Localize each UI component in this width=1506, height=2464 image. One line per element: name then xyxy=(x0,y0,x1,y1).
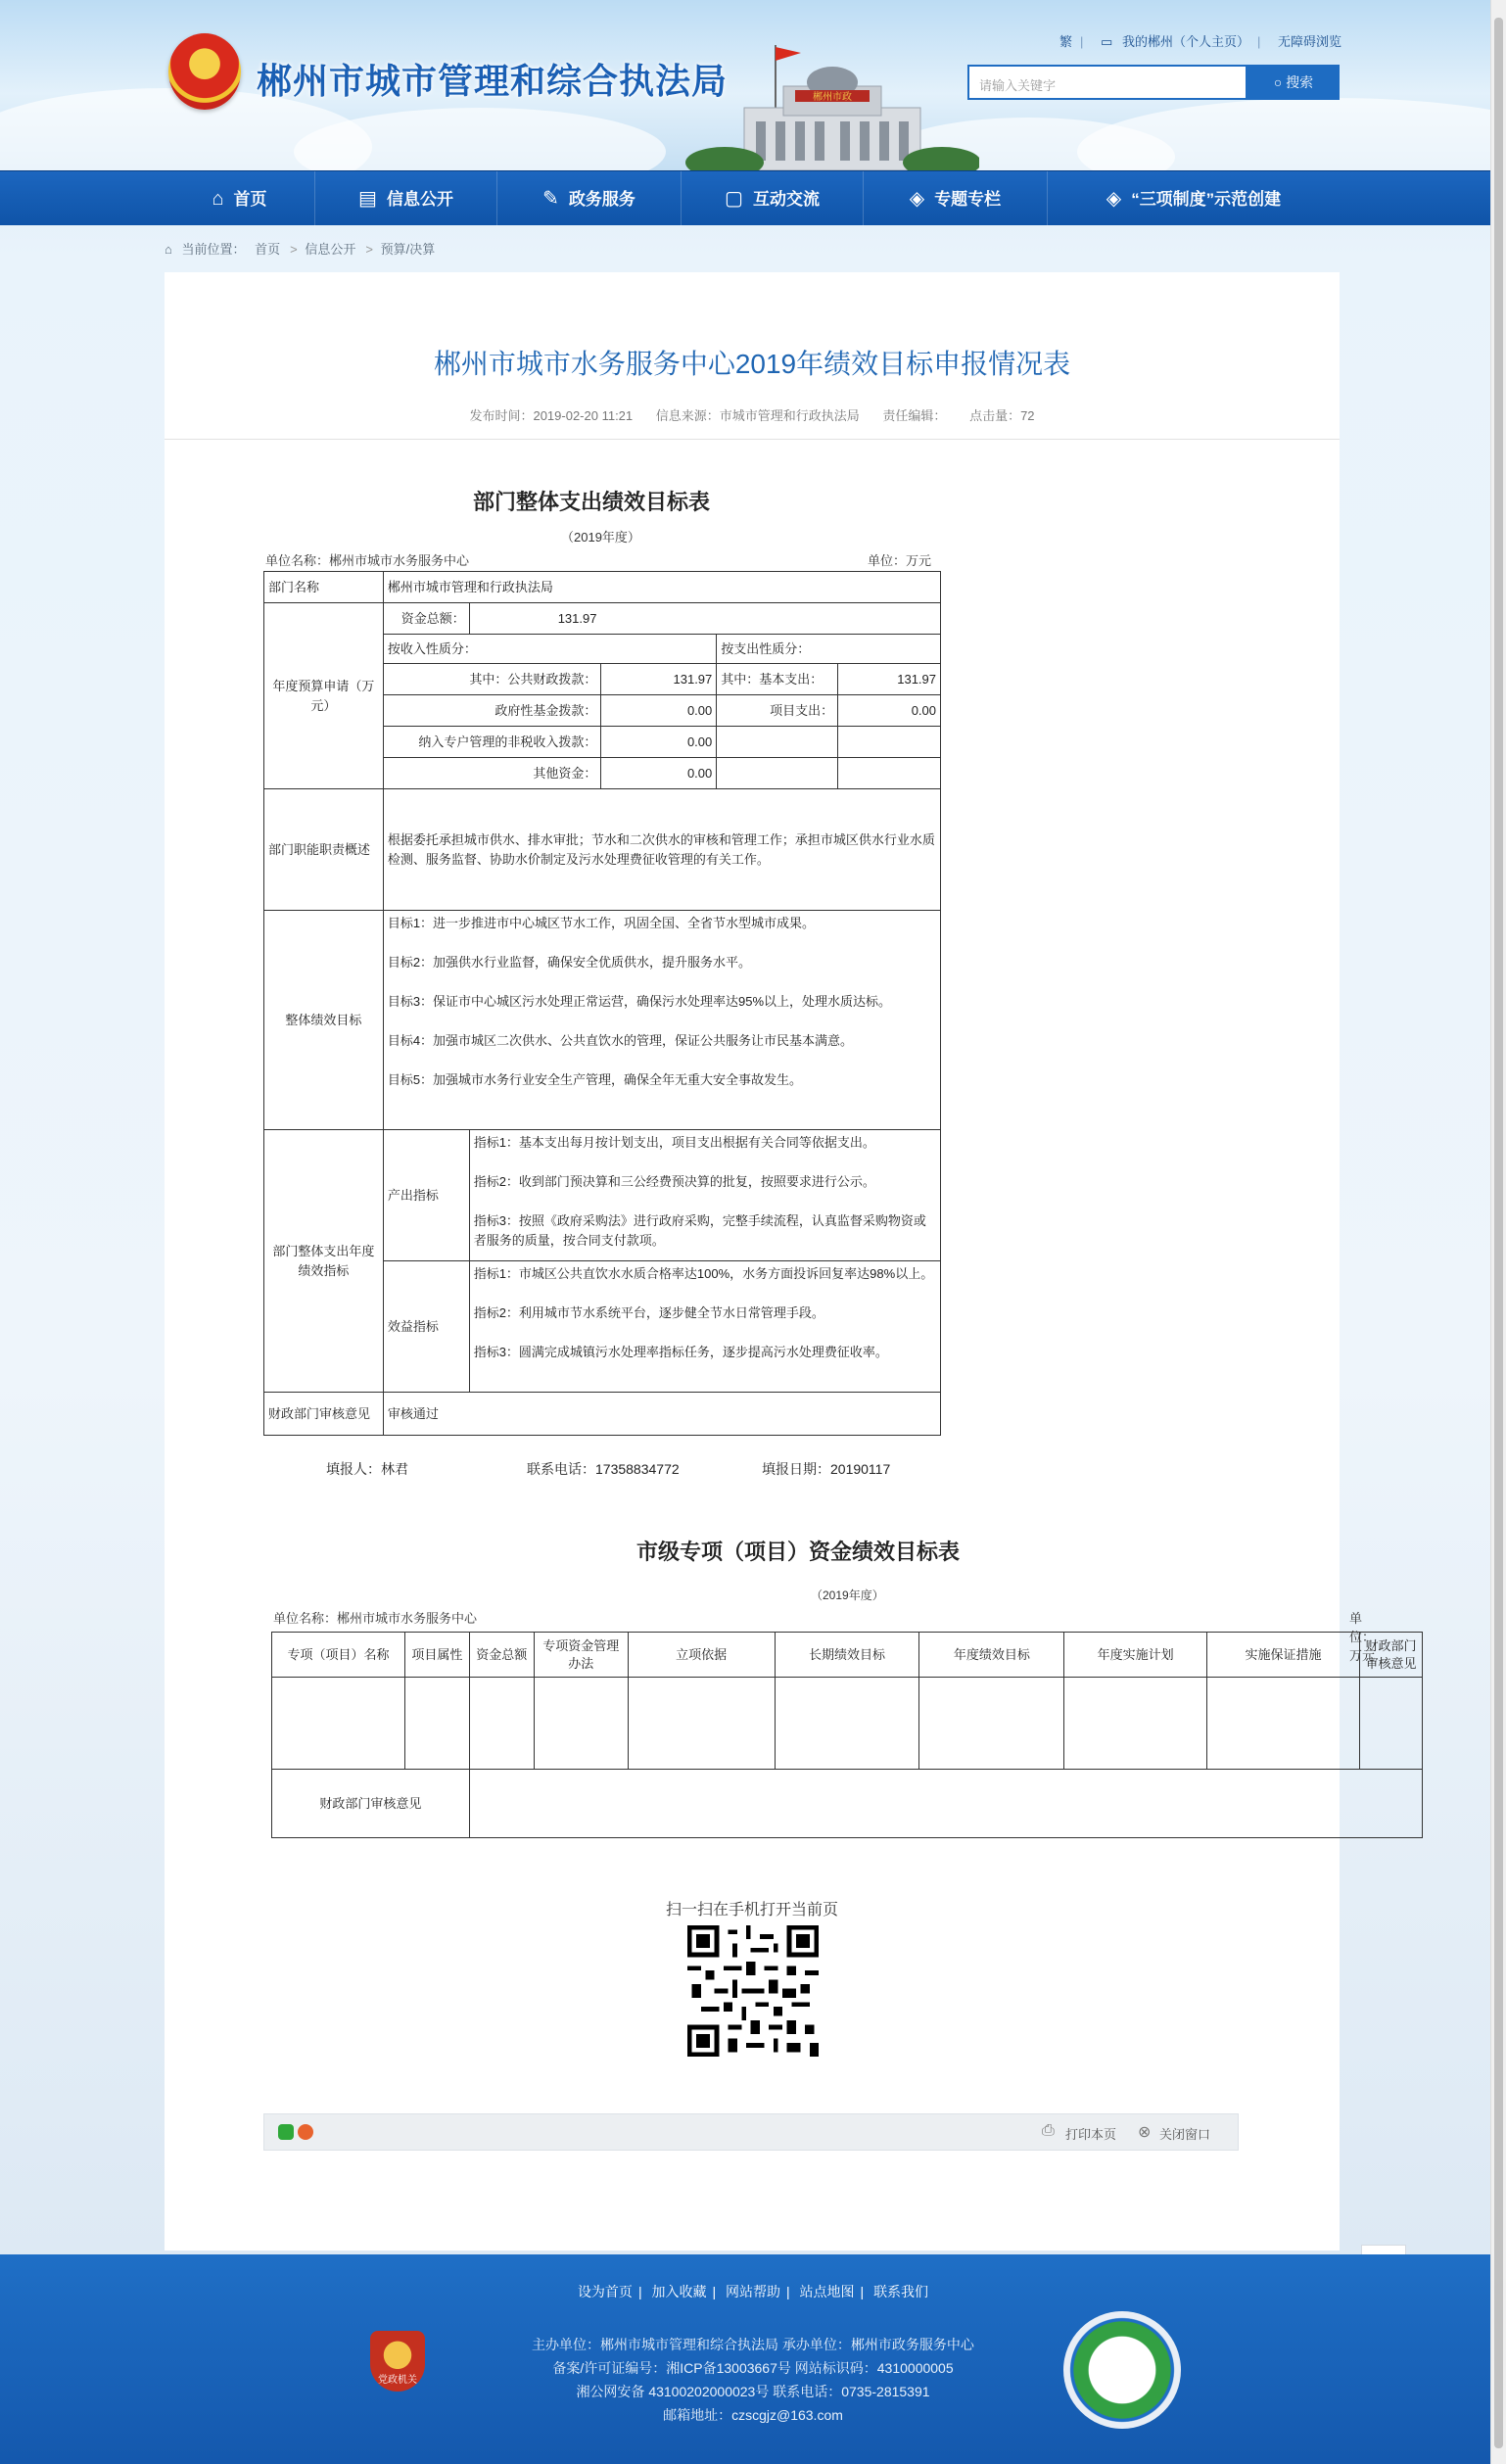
nav-info-public-label: 信息公开 xyxy=(386,190,453,209)
nav-home-label: 首页 xyxy=(233,190,267,209)
stack-icon: ◈ xyxy=(1106,188,1122,210)
col-fund-method: 专项资金管理办法 xyxy=(534,1633,628,1678)
footer-sitemap[interactable]: 站点地图 xyxy=(799,2284,855,2299)
nav-three-systems-label: “三项制度”示范创建 xyxy=(1131,190,1282,209)
other-label: 其他资金： xyxy=(383,758,601,789)
search-button[interactable] xyxy=(1247,65,1340,100)
civilized-city-badge[interactable] xyxy=(1063,2311,1181,2429)
goal-5: 目标5：加强城市水务行业安全生产管理，确保全年无重大安全事故发生。 xyxy=(387,1072,803,1087)
benefit-3: 指标3：圆满完成城镇污水处理率指标任务，逐步提高污水处理费征收率。 xyxy=(473,1345,888,1359)
goal-2: 目标2：加强供水行业监督，确保安全优质供水，提升服务水平。 xyxy=(387,955,752,970)
home-icon: ⌂ xyxy=(165,242,172,257)
duty-label: 部门职能职责概述 xyxy=(264,789,384,911)
monitor-icon: ▭ xyxy=(1101,34,1113,49)
col-guarantee: 实施保证措施 xyxy=(1207,1633,1360,1678)
col-review: 财政部门审核意见 xyxy=(1359,1633,1422,1678)
gov-fund-value: 0.00 xyxy=(601,695,717,727)
footer-set-home[interactable]: 设为首页 xyxy=(577,2284,633,2299)
footer-help[interactable]: 网站帮助 xyxy=(726,2284,780,2299)
footer-police: 湘公网安备 43100202000023号 联系电话：0735-2815391 xyxy=(576,2384,930,2399)
scrollbar-thumb[interactable] xyxy=(1494,18,1503,2448)
footer-links: 设为首页 | 加入收藏 | 网站帮助 | 站点地图 | 联系我们 xyxy=(577,2284,929,2299)
party-gov-badge-label: 党政机关 xyxy=(378,2375,417,2386)
other-value: 0.00 xyxy=(601,758,717,789)
benefit-2: 指标2：利用城市节水系统平台，逐步健全节水日常管理手段。 xyxy=(473,1305,824,1320)
benefit-1: 指标1：市城区公共直饮水水质合格率达100%，水务方面投诉回复率达98%以上。 xyxy=(473,1266,934,1281)
view-count: 点击量：72 xyxy=(969,408,1035,423)
share-toolbar xyxy=(263,2113,1239,2151)
total-label: 资金总额： xyxy=(383,603,469,635)
performance-table xyxy=(263,571,941,1436)
nav-special[interactable] xyxy=(864,171,1048,226)
national-emblem-icon xyxy=(168,33,241,110)
dept-label: 部门名称 xyxy=(264,572,384,603)
col-fund-total: 资金总额 xyxy=(469,1633,534,1678)
fill-date: 填报日期：20190117 xyxy=(762,1461,891,1477)
public-label: 其中：公共财政拨款： xyxy=(383,664,601,695)
breadcrumb-info-public[interactable]: 信息公开 xyxy=(305,242,356,257)
close-window-button[interactable]: 关闭窗口 xyxy=(1159,2127,1211,2142)
table2-unit: 单位：万元 xyxy=(1349,1611,1376,1663)
nav-special-label: 专题专栏 xyxy=(934,190,1002,209)
meta-divider xyxy=(165,439,1340,440)
footer-add-favorite[interactable]: 加入收藏 xyxy=(651,2284,707,2299)
benefit-cell xyxy=(469,1261,940,1393)
qr-caption: 扫一扫在手机打开当前页 xyxy=(665,1902,838,1919)
nav-three-systems[interactable] xyxy=(1048,171,1340,226)
review-value: 审核通过 xyxy=(383,1393,940,1436)
nav-gov-service[interactable] xyxy=(497,171,682,226)
my-chenzhou-link[interactable]: 我的郴州（个人主页） xyxy=(1121,34,1249,49)
top-links: 繁 | ▭ 我的郴州（个人主页） | 无障碍浏览 xyxy=(1059,34,1341,49)
output-2: 指标2：收到部门预决算和三公经费预决算的批复，按照要求进行公示。 xyxy=(473,1174,875,1189)
site-header xyxy=(0,0,1506,170)
col-basis: 立项依据 xyxy=(628,1633,775,1678)
building-sign: 郴州市政 xyxy=(813,92,852,103)
indicator-label: 部门整体支出年度绩效指标 xyxy=(264,1130,384,1393)
nav-interaction-label: 互动交流 xyxy=(752,190,820,209)
output-label: 产出指标 xyxy=(383,1130,469,1261)
layers-icon: ◈ xyxy=(909,188,925,210)
nav-interaction[interactable] xyxy=(682,171,864,226)
search-icon: ○ xyxy=(1273,74,1287,90)
search-button-label: 搜索 xyxy=(1286,74,1314,90)
total-value: 131.97 xyxy=(469,603,940,635)
special-fund-table xyxy=(271,1632,1423,1838)
footer-host: 主办单位：郴州市城市管理和综合执法局 承办单位：郴州市政务服务中心 xyxy=(532,2337,974,2352)
breadcrumb-budget[interactable]: 预算/决算 xyxy=(380,242,436,257)
expense-label: 按支出性质分： xyxy=(717,635,941,664)
article-panel xyxy=(165,272,1417,2251)
nav-gov-service-label: 政务服务 xyxy=(568,190,635,209)
breadcrumb-home[interactable]: 首页 xyxy=(255,242,281,257)
publish-time: 发布时间：2019-02-20 11:21 xyxy=(469,408,634,423)
nontax-value: 0.00 xyxy=(601,727,717,758)
government-building-image xyxy=(685,39,979,170)
dept-value: 郴州市城市管理和行政执法局 xyxy=(383,572,940,603)
review-label: 财政部门审核意见 xyxy=(264,1393,384,1436)
gov-fund-label: 政府性基金拨款： xyxy=(383,695,601,727)
output-cell xyxy=(469,1130,940,1261)
benefit-label: 效益指标 xyxy=(383,1261,469,1393)
public-value: 131.97 xyxy=(601,664,717,695)
duty-text: 根据委托承担城市供水、排水审批；节水和二次供水的审核和管理工作；承担市城区供水行业水质检测、服务监督、协助水价制定及污水处理费征收管理的有关工作。 xyxy=(383,789,940,911)
site-footer xyxy=(0,2254,1506,2464)
breadcrumb: ⌂ 当前位置： 首页 > 信息公开 > 预算/决算 xyxy=(165,242,436,257)
table2-title: 市级专项（项目）资金绩效目标表 xyxy=(636,1540,961,1565)
output-3: 指标3：按照《政府采购法》进行政府采购，完整手续流程，认真监督采购物资或者服务的质量，按合同支付款项。 xyxy=(473,1213,926,1248)
col-long-goal: 长期绩效目标 xyxy=(775,1633,919,1678)
edit-icon: ✎ xyxy=(542,188,559,210)
col-year-goal: 年度绩效目标 xyxy=(919,1633,1064,1678)
table1-title: 部门整体支出绩效目标表 xyxy=(473,490,711,515)
nav-info-public[interactable] xyxy=(315,171,497,226)
table2-year: （2019年度） xyxy=(811,1588,884,1602)
footer-email: 邮箱地址：czscgjz@163.com xyxy=(663,2407,843,2423)
info-source: 信息来源：市城市管理和行政执法局 xyxy=(655,408,860,423)
table1-year: （2019年度） xyxy=(561,530,640,545)
main-nav xyxy=(0,170,1506,225)
nontax-label: 纳入专户管理的非税收入拨款： xyxy=(383,727,601,758)
output-1: 指标1：基本支出每月按计划支出，项目支出根据有关合同等依据支出。 xyxy=(473,1135,875,1150)
party-gov-badge[interactable] xyxy=(370,2331,425,2392)
table1-unit-name: 单位名称：郴州市城市水务服务中心 xyxy=(265,553,470,568)
document-icon: ▤ xyxy=(358,188,377,210)
article-title: 郴州市城市水务服务中心2019年绩效目标申报情况表 xyxy=(433,349,1071,379)
col-year-plan: 年度实施计划 xyxy=(1064,1633,1207,1678)
basic-label: 其中：基本支出： xyxy=(717,664,838,695)
goal-4: 目标4：加强市城区二次供水、公共直饮水的管理，保证公共服务让市民基本满意。 xyxy=(387,1033,854,1048)
project-label: 项目支出： xyxy=(717,695,838,727)
traditional-chinese-link[interactable]: 繁 xyxy=(1059,34,1073,49)
goal-3: 目标3：保证市中心城区污水处理正常运营，确保污水处理率达95%以上，处理水质达标。 xyxy=(387,994,892,1009)
col-project-name: 专项（项目）名称 xyxy=(272,1633,405,1678)
goals-cell xyxy=(383,911,940,1130)
chat-icon: ▢ xyxy=(725,188,743,210)
printer-icon: ⎙ xyxy=(1042,2122,1055,2139)
accessibility-link[interactable]: 无障碍浏览 xyxy=(1277,34,1341,49)
scrollbar[interactable] xyxy=(1490,0,1506,2464)
close-icon: ⊗ xyxy=(1138,2124,1152,2141)
table2-unit-name: 单位名称：郴州市城市水务服务中心 xyxy=(273,1611,478,1626)
budget-label: 年度预算申请（万元） xyxy=(264,603,384,789)
goal-label: 整体绩效目标 xyxy=(264,911,384,1130)
editor: 责任编辑： xyxy=(882,408,947,423)
weibo-share-icon[interactable] xyxy=(298,2124,313,2140)
footer-contact[interactable]: 联系我们 xyxy=(873,2284,929,2299)
nav-home[interactable] xyxy=(165,171,315,226)
breadcrumb-prefix: 当前位置： xyxy=(181,242,246,257)
wechat-share-icon[interactable] xyxy=(278,2124,294,2140)
site-title: 郴州市城市管理和综合执法局 xyxy=(257,62,729,102)
col-project-attr: 项目属性 xyxy=(404,1633,469,1678)
basic-value: 131.97 xyxy=(838,664,941,695)
table2-review-label: 财政部门审核意见 xyxy=(272,1770,470,1838)
search-input[interactable]: 请输入关键字 xyxy=(967,65,1247,100)
contact-phone: 联系电话：17358834772 xyxy=(527,1461,680,1477)
project-value: 0.00 xyxy=(838,695,941,727)
filler: 填报人：林君 xyxy=(326,1461,408,1477)
article-meta xyxy=(165,405,1340,424)
table1-unit: 单位：万元 xyxy=(868,553,932,568)
goal-1: 目标1：进一步推进市中心城区节水工作，巩固全国、全省节水型城市成果。 xyxy=(387,916,816,930)
qr-code-image xyxy=(687,1925,819,2057)
home-icon: ⌂ xyxy=(212,188,224,210)
income-label: 按收入性质分： xyxy=(383,635,716,664)
footer-icp: 备案/许可证编号：湘ICP备13003667号 网站标识码：4310000005 xyxy=(552,2360,954,2376)
print-button[interactable]: 打印本页 xyxy=(1065,2127,1117,2142)
